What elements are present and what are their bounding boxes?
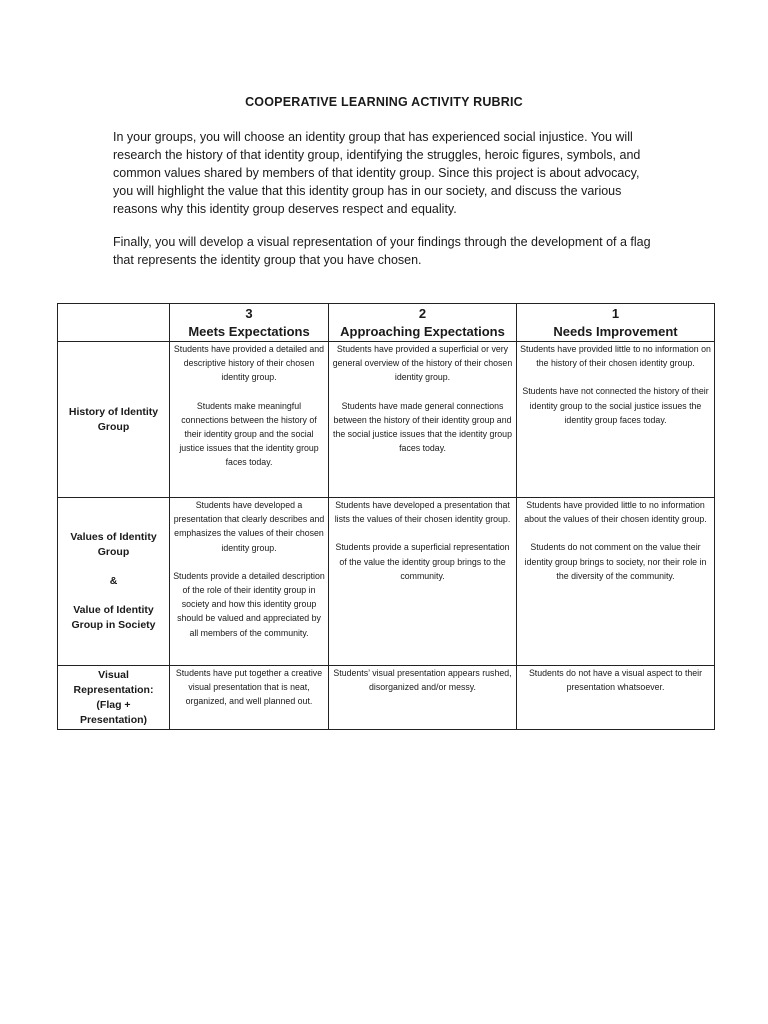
cell-text: Students have provided little to no information on the history of their chosen identity group.: [520, 344, 711, 369]
rubric-cell: [517, 342, 715, 498]
rubric-cell: [329, 666, 517, 730]
rubric-cell: [170, 498, 329, 666]
cell-text: Students have not connected the history of their identity group to the social justice issues the identity group faces today.: [522, 386, 709, 425]
rubric-cell: [517, 666, 715, 730]
spacer: [58, 560, 169, 574]
rubric-cell: [329, 342, 517, 498]
rubric-row-history: [58, 342, 715, 498]
criterion-label: Values of Identity Group: [70, 531, 157, 558]
cell-text: Students have developed a presentation that clearly describes and emphasizes the values of their chosen identity group.: [173, 500, 325, 553]
rubric-column-header: [517, 304, 715, 342]
cell-text: Students have made general connections between the history of their identity group and the social justice issues that the identity group faces today.: [333, 400, 512, 454]
rubric-column-header: [329, 304, 517, 342]
rubric-cell: [329, 498, 517, 666]
intro-paragraph-flag: Finally, you will develop a visual representation of your findings through the development of a flag that represents the identity group that you have chosen.: [113, 235, 651, 267]
rubric-table: [57, 303, 715, 730]
criterion-label: Presentation): [79, 713, 148, 726]
cell-text: Students’ visual presentation appears rushed, disorganized and/or messy.: [333, 668, 512, 693]
cell-text: Students provide a superficial representation of the value the identity group brings to the community.: [335, 542, 510, 581]
spacer: [58, 589, 169, 603]
document-title: COOPERATIVE LEARNING ACTIVITY RUBRIC: [245, 95, 523, 109]
criterion-cell: [58, 342, 170, 498]
criterion-label: Value of Identity Group in Society: [71, 604, 156, 631]
cell-text: Students make meaningful connections between the history of their identity group and the social justice issues that the identity group faces today.: [179, 400, 319, 468]
cell-text: Students have provided a detailed and descriptive history of their chosen identity group.: [173, 344, 325, 383]
rubric-row-values: [58, 498, 715, 666]
criterion-ampersand: &: [109, 575, 118, 587]
criterion-cell: [58, 498, 170, 666]
cell-text: Students do not have a visual aspect to their presentation whatsoever.: [528, 668, 703, 693]
rubric-row-visual: [58, 666, 715, 730]
criterion-label: Representation:: [73, 683, 154, 696]
score-value: 2: [418, 306, 427, 321]
intro-paragraph: In your groups, you will choose an identity group that has experienced social injustice. You will research the history of that identity group, identifying the struggles, heroic figures, symbols, and common values shared by members of that identity group. Since this project is about advocacy, you will highlight the value that this identity group has in our society, and discuss the various reasons why this identity group deserves respect and equality.: [113, 130, 641, 216]
rubric-header-row: [58, 304, 715, 342]
cell-text: Students have put together a creative visual presentation that is neat, organized, and well planned out.: [175, 668, 323, 707]
rubric-column-header: [170, 304, 329, 342]
level-label: Needs Improvement: [553, 324, 678, 339]
cell-text: Students provide a detailed description of the role of their identity group in society and how this identity group should be valued and appreciated by all members of the community.: [173, 570, 325, 638]
score-value: 1: [611, 306, 620, 321]
level-label: Meets Expectations: [188, 324, 310, 339]
cell-text: Students have developed a presentation that lists the values of their chosen identity group.: [334, 500, 511, 525]
criterion-label: History of Identity Group: [68, 405, 159, 433]
cell-text: Students have provided little to no information about the values of their chosen identity group.: [524, 500, 707, 525]
criterion-label: Visual: [98, 668, 129, 681]
rubric-corner-cell: [58, 304, 170, 342]
rubric-cell: [170, 666, 329, 730]
level-label: Approaching Expectations: [340, 324, 505, 339]
rubric-cell: [517, 498, 715, 666]
cell-text: Students have provided a superficial or very general overview of the history of their chosen identity group.: [332, 344, 513, 383]
rubric-cell: [170, 342, 329, 498]
criterion-cell: [58, 666, 170, 730]
cell-text: Students do not comment on the value their identity group brings to society, nor their role in the diversity of the community.: [524, 542, 707, 581]
score-value: 3: [245, 306, 253, 321]
criterion-label: (Flag +: [96, 698, 131, 711]
